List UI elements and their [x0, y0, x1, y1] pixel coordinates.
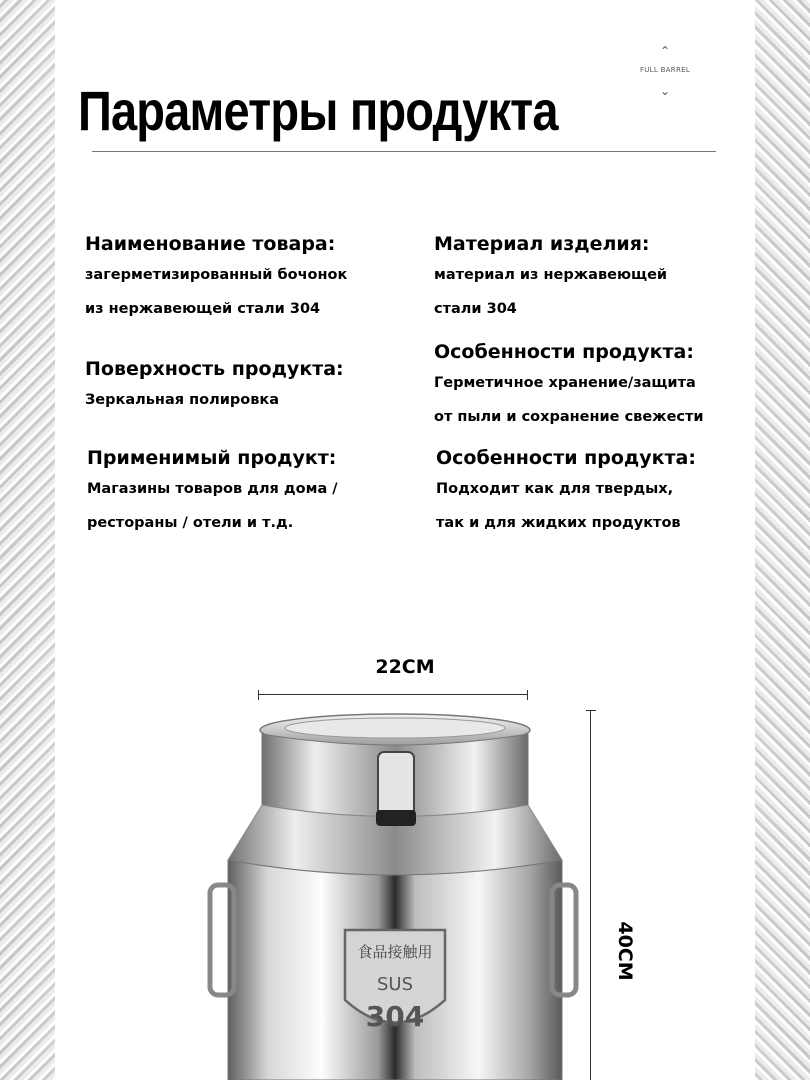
- width-dimension-line: [258, 690, 528, 700]
- param-applicable: [87, 444, 417, 540]
- title-divider: [92, 151, 716, 152]
- param-surface: [85, 355, 415, 417]
- param-value: Магазины товаров для дома / рестораны / отели и т.д.: [87, 481, 338, 531]
- param-heading: Наименование товара:: [85, 233, 336, 255]
- brand-logo: [630, 44, 700, 124]
- param-value: Герметичное хранение/защита от пыли и сохранение свежести: [434, 375, 704, 425]
- chevron-up-icon: ⌃: [659, 44, 671, 58]
- param-heading: Особенности продукта:: [436, 447, 696, 469]
- param-features-1: [434, 338, 764, 434]
- left-decorative-border: [0, 0, 55, 1080]
- barrel-image: [200, 700, 590, 1080]
- param-value: материал из нержавеющей стали 304: [434, 267, 668, 317]
- width-dimension-label: 22CM: [375, 656, 435, 678]
- height-dimension-label: 40CM: [614, 921, 636, 981]
- param-value: загерметизированный бочонок из нержавеющей стали 304: [85, 267, 348, 317]
- badge-top-text: 食品接触用: [357, 943, 433, 961]
- param-value: Зеркальная полировка: [85, 392, 279, 408]
- param-heading: Применимый продукт:: [87, 447, 337, 469]
- brand-text: FULL BARREL: [639, 66, 691, 74]
- param-features-2: [436, 444, 766, 540]
- param-heading: Материал изделия:: [434, 233, 650, 255]
- param-heading: Особенности продукта:: [434, 341, 694, 363]
- param-material: [434, 230, 764, 326]
- badge-mid-text: SUS: [376, 974, 414, 995]
- right-decorative-border: [755, 0, 810, 1080]
- param-value: Подходит как для твердых, так и для жидких продуктов: [436, 481, 681, 531]
- page-title: Параметры продукта: [78, 79, 558, 142]
- chevron-down-icon: ⌄: [659, 84, 671, 98]
- param-heading: Поверхность продукта:: [85, 358, 344, 380]
- param-product-name: [85, 230, 415, 326]
- badge-num-text: 304: [365, 1000, 425, 1033]
